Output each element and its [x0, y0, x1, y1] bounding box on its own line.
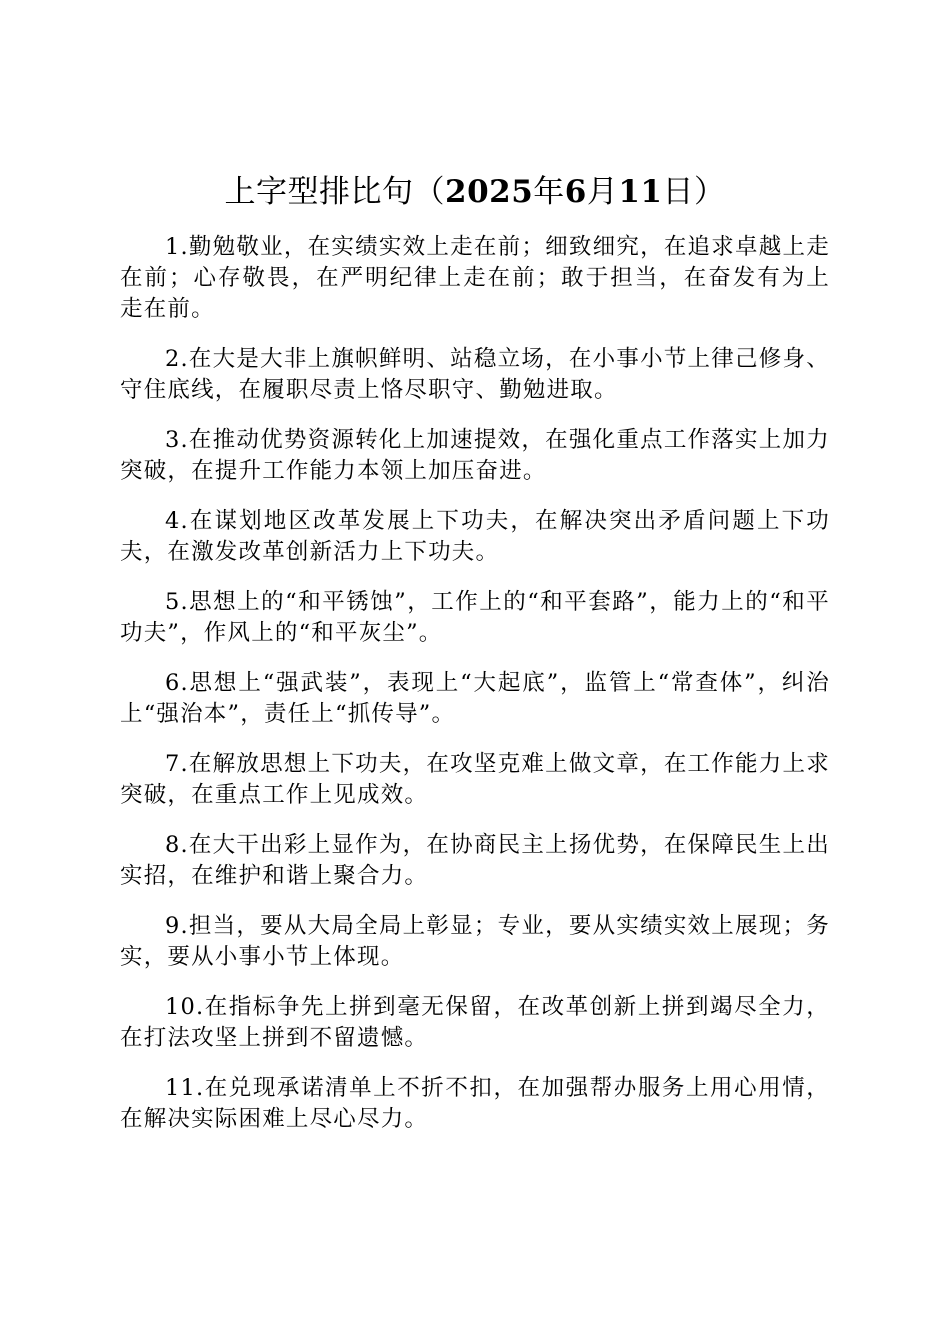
paragraph-4: 4.在谋划地区改革发展上下功夫，在解决突出矛盾问题上下功夫，在激发改革创新活力上下功夫。	[120, 508, 830, 565]
title-year: 2025	[445, 174, 534, 210]
paragraph-5: 5.思想上的“和平锈蚀”，工作上的“和平套路”，能力上的“和平功夫”，作风上的“和平灰尘”。	[120, 589, 830, 646]
paragraph-7: 7.在解放思想上下功夫，在攻坚克难上做文章，在工作能力上求突破，在重点工作上见成效。	[120, 751, 830, 808]
paragraph-2: 2.在大是大非上旗帜鲜明、站稳立场，在小事小节上律己修身、守住底线，在履职尽责上恪尽职守、勤勉进取。	[120, 346, 830, 403]
title-prefix: 上字型排比句（	[224, 174, 445, 210]
paragraph-8: 8.在大干出彩上显作为，在协商民主上扬优势，在保障民生上出实招，在维护和谐上聚合力。	[120, 832, 830, 889]
page-title	[120, 170, 830, 214]
title-suffix: ）	[694, 174, 726, 210]
title-year-unit: 年	[533, 174, 565, 210]
title-month-unit: 月	[586, 174, 619, 210]
paragraph-6: 6.思想上“强武装”，表现上“大起底”，监管上“常查体”，纠治上“强治本”，责任上“抓传导”。	[120, 670, 830, 727]
paragraph-9: 9.担当，要从大局全局上彰显；专业，要从实绩实效上展现；务实，要从小事小节上体现。	[120, 913, 830, 970]
paragraph-list	[120, 232, 830, 1135]
title-day-unit: 日	[662, 174, 694, 210]
paragraph-3: 3.在推动优势资源转化上加速提效，在强化重点工作落实上加力突破，在提升工作能力本领上加压奋进。	[120, 427, 830, 484]
paragraph-11: 11.在兑现承诺清单上不折不扣，在加强帮办服务上用心用情，在解决实际困难上尽心尽力。	[120, 1075, 830, 1132]
paragraph-10: 10.在指标争先上拼到毫无保留，在改革创新上拼到竭尽全力，在打法攻坚上拼到不留遗憾。	[120, 994, 830, 1051]
title-day: 11	[618, 174, 663, 210]
title-month: 6	[564, 174, 587, 210]
paragraph-1: 1.勤勉敬业，在实绩实效上走在前；细致细究，在追求卓越上走在前；心存敬畏，在严明纪律上走在前；敢于担当，在奋发有为上走在前。	[120, 234, 830, 322]
